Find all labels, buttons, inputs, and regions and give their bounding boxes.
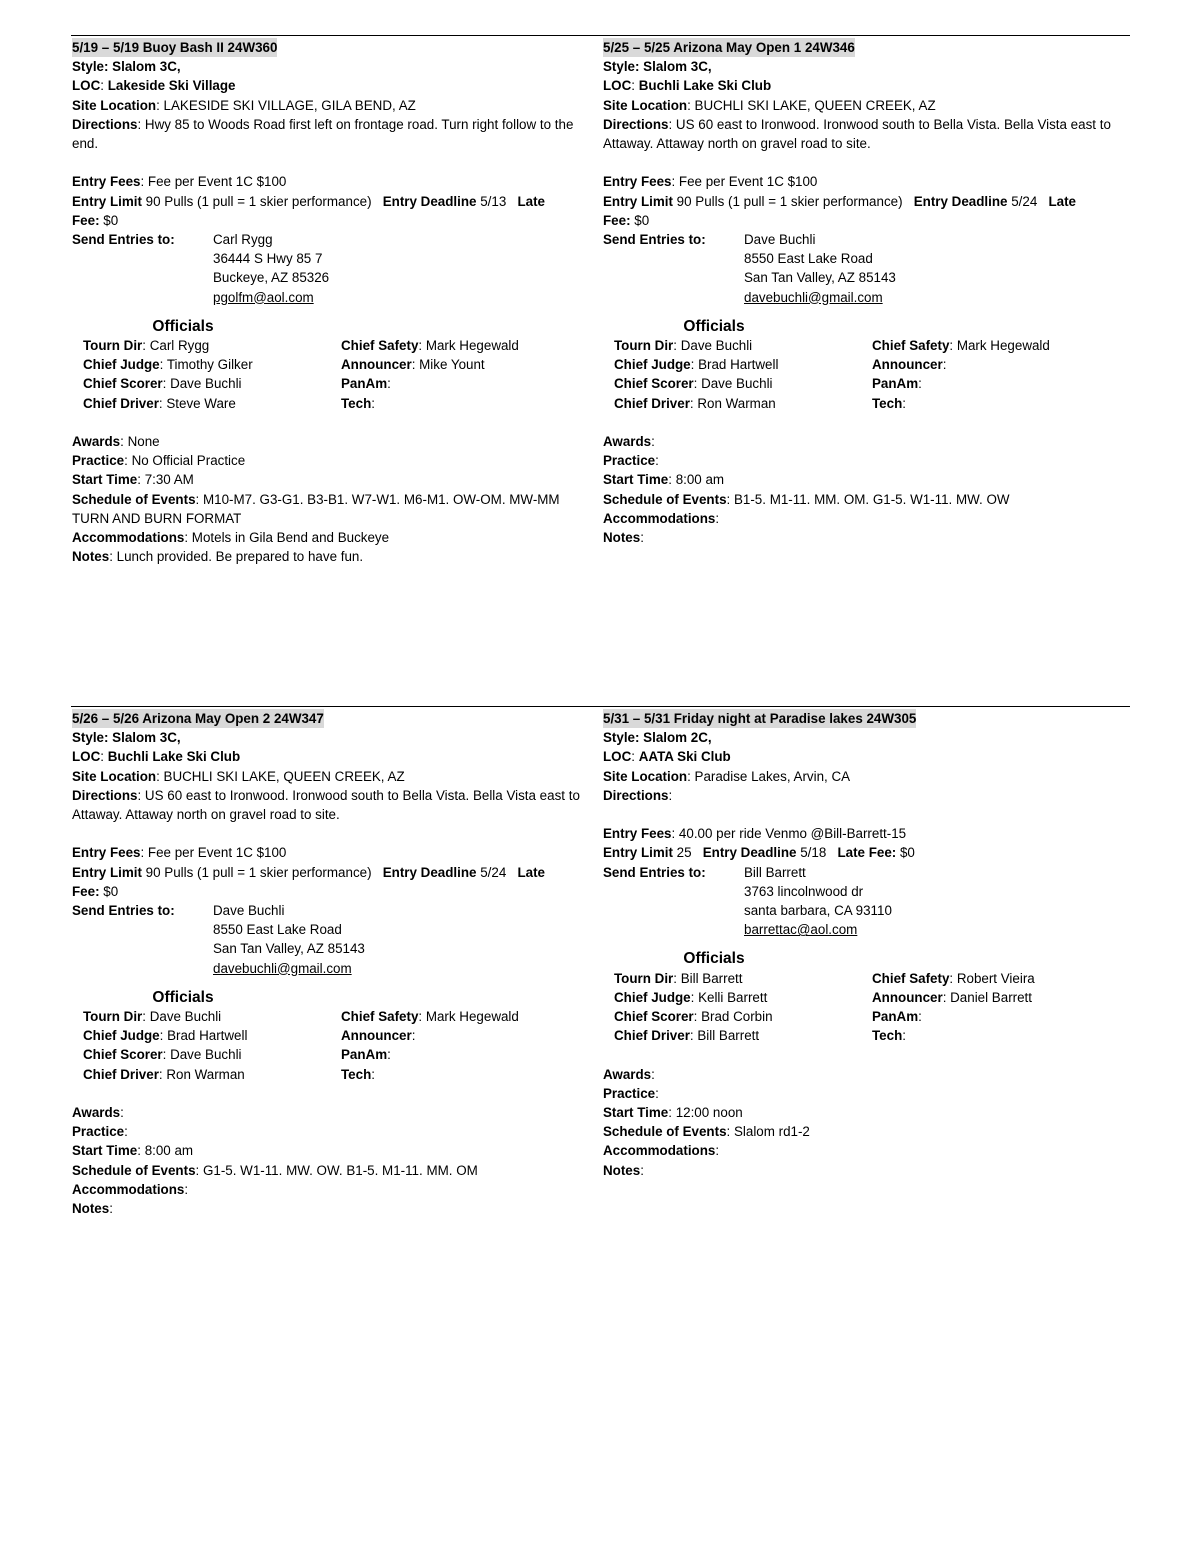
- start-time-value: : 12:00 noon: [668, 1105, 743, 1121]
- panam-label: PanAm: [872, 1009, 919, 1025]
- entry-fees-label: Entry Fees: [72, 174, 141, 190]
- chief-safety-label: Chief Safety: [872, 338, 950, 354]
- practice-label: Practice: [72, 453, 125, 469]
- tourn-dir-value: : Carl Rygg: [142, 338, 210, 354]
- entry-fees-value: : Fee per Event 1C $100: [140, 845, 287, 861]
- send-entries-label: Send Entries to:: [603, 232, 706, 248]
- chief-safety-value: : Mark Hegewald: [949, 338, 1050, 354]
- panam-value: :: [918, 1009, 922, 1025]
- tech-value: :: [371, 395, 375, 411]
- send-address-line1: 3763 lincolnwood dr: [744, 883, 864, 899]
- chief-judge-value: : Brad Hartwell: [159, 1028, 248, 1044]
- late-fee-label: Late Fee:: [837, 845, 897, 861]
- event-title: 5/31 – 5/31 Friday night at Paradise lakes 24W305: [603, 709, 916, 728]
- tech-label: Tech: [872, 395, 903, 411]
- awards-label: Awards: [72, 1105, 121, 1121]
- section-divider: [71, 706, 1130, 707]
- announcer-value: :: [411, 1028, 416, 1044]
- start-time-label: Start Time: [72, 472, 138, 488]
- entry-fees-label: Entry Fees: [72, 845, 141, 861]
- notes-label: Notes: [603, 1162, 641, 1178]
- late-fee-label: Fee:: [603, 212, 631, 228]
- event-block-arizona-open-1: 5/25 – 5/25 Arizona May Open 1 24W346 Style: Slalom 3C, LOC: Buchli Lake Ski Club Site Location: BUCHLI SKI LAKE, QUEEN CREEK, AZ Directions: US 60 east to Ironwood. Ironwood south to Bella Vista. Bella Vista east to Attaway. Attaway north on gravel road to site. Entry Fees: Fee per Event 1C $100 Entry Limit 90 Pulls (1 pull = 1 skier performance) Entry Deadline 5/24 Late Fee: $0 Send Entries to: Dave Buchli 8550 East Lake Road San Tan Valley, AZ 85143 davebuchli@gmail.com Officials Tourn Dir: Dave Buchli Chief Safety: Mark Hegewald Chief Judge: Brad Hartwell Announcer: Chief Scorer: Dave Buchli PanAm: Chief Driver: Ron Warman Tech: Awards: Practice: Start Time: 8:00 am Schedule of Events: B1-5. M1-11. MM. OM. G1-5. W1-11. MW. OW Accommodations: Notes:: [603, 38, 1133, 547]
- practice-value: :: [655, 1085, 659, 1101]
- send-address-line2: San Tan Valley, AZ 85143: [744, 270, 896, 286]
- announcer-value: : Mike Yount: [411, 357, 485, 373]
- awards-value: :: [120, 1105, 124, 1121]
- awards-label: Awards: [603, 1066, 652, 1082]
- entry-deadline-value: 5/24: [476, 864, 507, 880]
- schedule-label: Schedule of Events: [603, 1124, 727, 1140]
- tourn-dir-label: Tourn Dir: [614, 338, 674, 354]
- send-entries: [72, 230, 602, 307]
- loc-label: LOC: [603, 749, 632, 765]
- entry-limit-label: Entry Limit: [603, 845, 673, 861]
- chief-scorer-value: : Brad Corbin: [693, 1009, 773, 1025]
- schedule-value: : B1-5. M1-11. MM. OM. G1-5. W1-11. MW. OW: [726, 491, 1010, 507]
- officials-grid: [83, 1007, 602, 1084]
- tourn-dir-label: Tourn Dir: [83, 1009, 143, 1025]
- entry-limit-label: Entry Limit: [72, 193, 142, 209]
- site-label: Site Location: [603, 768, 688, 784]
- awards-label: Awards: [72, 434, 121, 450]
- announcer-label: Announcer: [341, 1028, 412, 1044]
- entry-deadline-value: 5/18: [796, 845, 827, 861]
- loc-value: Lakeside Ski Village: [107, 78, 236, 94]
- section-divider: [71, 35, 1130, 36]
- late-label: Late: [517, 193, 545, 209]
- send-email-link[interactable]: barrettac@aol.com: [744, 922, 858, 938]
- send-name: Carl Rygg: [213, 232, 273, 248]
- directions-label: Directions: [603, 787, 669, 803]
- awards-value: : None: [120, 434, 160, 450]
- chief-judge-value: : Timothy Gilker: [159, 357, 253, 373]
- loc-label: LOC: [603, 78, 632, 94]
- chief-safety-value: : Robert Vieira: [949, 970, 1035, 986]
- chief-safety-value: : Mark Hegewald: [418, 338, 519, 354]
- chief-judge-label: Chief Judge: [83, 357, 160, 373]
- awards-label: Awards: [603, 434, 652, 450]
- officials-heading: Officials: [152, 988, 214, 1006]
- tech-label: Tech: [341, 395, 372, 411]
- chief-driver-value: : Ron Warman: [158, 1066, 245, 1082]
- notes-label: Notes: [72, 549, 110, 565]
- loc-label: LOC: [72, 749, 101, 765]
- notes-value: :: [640, 1162, 644, 1178]
- send-name: Dave Buchli: [213, 903, 285, 919]
- panam-value: :: [387, 1047, 391, 1063]
- officials-heading: Officials: [152, 317, 214, 335]
- notes-value: :: [640, 530, 644, 546]
- entry-deadline-label: Entry Deadline: [702, 845, 797, 861]
- site-value: : LAKESIDE SKI VILLAGE, GILA BEND, AZ: [156, 97, 416, 113]
- chief-scorer-label: Chief Scorer: [614, 376, 694, 392]
- directions-label: Directions: [72, 116, 138, 132]
- accommodations-value: :: [715, 1143, 720, 1159]
- chief-scorer-label: Chief Scorer: [614, 1009, 694, 1025]
- awards-value: :: [651, 1066, 655, 1082]
- schedule-value: : Slalom rd1-2: [726, 1124, 810, 1140]
- entry-limit-value: 90 Pulls (1 pull = 1 skier performance): [672, 193, 903, 209]
- send-name: Dave Buchli: [744, 232, 816, 248]
- tech-value: :: [902, 1028, 906, 1044]
- send-email-link[interactable]: davebuchli@gmail.com: [213, 960, 352, 976]
- loc-value: Buchli Lake Ski Club: [638, 78, 772, 94]
- chief-driver-label: Chief Driver: [614, 395, 690, 411]
- late-label: Late: [1048, 193, 1076, 209]
- send-address-line1: 8550 East Lake Road: [744, 251, 873, 267]
- directions-label: Directions: [603, 116, 669, 132]
- event-style: Style: Slalom 3C,: [603, 59, 712, 75]
- entry-fees-value: : Fee per Event 1C $100: [140, 174, 287, 190]
- schedule-label: Schedule of Events: [72, 491, 196, 507]
- site-label: Site Location: [72, 768, 157, 784]
- tourn-dir-value: : Dave Buchli: [673, 338, 753, 354]
- start-time-label: Start Time: [72, 1143, 138, 1159]
- site-value: : Paradise Lakes, Arvin, CA: [687, 768, 851, 784]
- entry-fees-label: Entry Fees: [603, 826, 672, 842]
- notes-label: Notes: [72, 1201, 110, 1217]
- officials-grid: [614, 969, 1133, 1046]
- tourn-dir-label: Tourn Dir: [614, 970, 674, 986]
- practice-value: :: [124, 1124, 128, 1140]
- announcer-value: :: [942, 357, 947, 373]
- chief-judge-label: Chief Judge: [83, 1028, 160, 1044]
- practice-value: : No Official Practice: [124, 453, 246, 469]
- chief-safety-label: Chief Safety: [341, 1009, 419, 1025]
- schedule-label: Schedule of Events: [72, 1162, 196, 1178]
- event-title: 5/19 – 5/19 Buoy Bash II 24W360: [72, 38, 277, 57]
- start-time-value: : 8:00 am: [137, 1143, 194, 1159]
- entry-limit-label: Entry Limit: [603, 193, 673, 209]
- send-entries-label: Send Entries to:: [603, 864, 706, 880]
- schedule-format-note: TURN AND BURN FORMAT: [72, 510, 242, 526]
- chief-driver-label: Chief Driver: [614, 1028, 690, 1044]
- loc-label: LOC: [72, 78, 101, 94]
- accommodations-label: Accommodations: [72, 530, 185, 546]
- event-block-buoy-bash: 5/19 – 5/19 Buoy Bash II 24W360 Style: Slalom 3C, LOC: Lakeside Ski Village Site Location: LAKESIDE SKI VILLAGE, GILA BEND, AZ Directions: Hwy 85 to Woods Road first left on frontage road. Turn right follow to the end. Entry Fees: Fee per Event 1C $100 Entry Limit 90 Pulls (1 pull = 1 skier performance) Entry Deadline 5/13 Late Fee: $0 Send Entries to: Carl Rygg 36444 S Hwy 85 7 Buckeye, AZ 85326 pgolfm@aol.com Officials Tourn Dir: Carl Rygg Chief Safety: Mark Hegewald Chief Judge: Timothy Gilker Announcer: Mike Yount Chief Scorer: Dave Buchli PanAm: Chief Driver: Steve Ware Tech: Awards: None Practice: No Official Practice Start Time: 7:30 AM Schedule of Events: M10-M7. G3-G1. B3-B1. W7-W1. M6-M1. OW-OM. MW-MM TURN AND BURN FORMAT Accommodations: Motels in Gila Bend and Buckeye Notes: Lunch provided. Be prepared to have fun.: [72, 38, 602, 566]
- chief-scorer-value: : Dave Buchli: [693, 376, 773, 392]
- send-entries: [603, 863, 1133, 940]
- accommodations-value: : Motels in Gila Bend and Buckeye: [184, 530, 390, 546]
- chief-judge-label: Chief Judge: [614, 357, 691, 373]
- late-fee-label: Fee:: [72, 883, 100, 899]
- send-address-line1: 36444 S Hwy 85 7: [213, 251, 323, 267]
- awards-value: :: [651, 434, 655, 450]
- event-style: Style: Slalom 3C,: [72, 59, 181, 75]
- entry-fees-value: : 40.00 per ride Venmo @Bill-Barrett-15: [671, 826, 907, 842]
- send-entries-label: Send Entries to:: [72, 903, 175, 919]
- send-email-link[interactable]: davebuchli@gmail.com: [744, 289, 883, 305]
- site-label: Site Location: [603, 97, 688, 113]
- officials-grid: [83, 336, 602, 413]
- chief-judge-label: Chief Judge: [614, 989, 691, 1005]
- send-name: Bill Barrett: [744, 864, 806, 880]
- send-email-link[interactable]: pgolfm@aol.com: [213, 289, 314, 305]
- chief-driver-value: : Ron Warman: [689, 395, 776, 411]
- start-time-label: Start Time: [603, 1105, 669, 1121]
- practice-label: Practice: [603, 1085, 656, 1101]
- event-block-paradise-lakes: 5/31 – 5/31 Friday night at Paradise lakes 24W305 Style: Slalom 2C, LOC: AATA Ski Club Site Location: Paradise Lakes, Arvin, CA Directions: Entry Fees: 40.00 per ride Venmo @Bill-Barrett-15 Entry Limit 25 Entry Deadline 5/18 Late Fee: $0 Send Entries to: Bill Barrett 3763 lincolnwood dr santa barbara, CA 93110 barrettac@aol.com Officials Tourn Dir: Bill Barrett Chief Safety: Robert Vieira Chief Judge: Kelli Barrett Announcer: Daniel Barrett Chief Scorer: Brad Corbin PanAm: Chief Driver: Bill Barrett Tech: Awards: Practice: Start Time: 12:00 noon Schedule of Events: Slalom rd1-2 Accommodations: Notes:: [603, 709, 1133, 1180]
- entry-limit-value: 90 Pulls (1 pull = 1 skier performance): [141, 864, 372, 880]
- notes-value: : Lunch provided. Be prepared to have fun.: [109, 549, 364, 565]
- chief-safety-value: : Mark Hegewald: [418, 1009, 519, 1025]
- officials-heading: Officials: [683, 317, 745, 335]
- tech-label: Tech: [872, 1028, 903, 1044]
- directions-value: : US 60 east to Ironwood. Ironwood south to Bella Vista. Bella Vista east to Attaway. Attaway north on gravel road to site.: [603, 116, 1111, 152]
- send-entries: [603, 230, 1133, 307]
- entry-deadline-value: 5/13: [476, 193, 507, 209]
- loc-value: AATA Ski Club: [638, 749, 731, 765]
- panam-label: PanAm: [872, 376, 919, 392]
- site-value: : BUCHLI SKI LAKE, QUEEN CREEK, AZ: [687, 97, 936, 113]
- late-fee-value: $0: [99, 212, 119, 228]
- send-address-line2: San Tan Valley, AZ 85143: [213, 941, 365, 957]
- entry-limit-label: Entry Limit: [72, 864, 142, 880]
- panam-label: PanAm: [341, 376, 388, 392]
- schedule-label: Schedule of Events: [603, 491, 727, 507]
- event-title: 5/25 – 5/25 Arizona May Open 1 24W346: [603, 38, 855, 57]
- announcer-label: Announcer: [872, 989, 943, 1005]
- panam-label: PanAm: [341, 1047, 388, 1063]
- tourn-dir-label: Tourn Dir: [83, 338, 143, 354]
- chief-safety-label: Chief Safety: [872, 970, 950, 986]
- late-label: Late: [517, 864, 545, 880]
- send-address-line1: 8550 East Lake Road: [213, 922, 342, 938]
- officials-heading: Officials: [683, 950, 745, 968]
- site-label: Site Location: [72, 97, 157, 113]
- chief-driver-value: : Steve Ware: [158, 395, 236, 411]
- chief-scorer-value: : Dave Buchli: [162, 1047, 242, 1063]
- accommodations-label: Accommodations: [603, 510, 716, 526]
- chief-driver-label: Chief Driver: [83, 395, 159, 411]
- send-entries-label: Send Entries to:: [72, 232, 175, 248]
- schedule-value: : G1-5. W1-11. MW. OW. B1-5. M1-11. MM. OM: [195, 1162, 478, 1178]
- schedule-value: : M10-M7. G3-G1. B3-B1. W7-W1. M6-M1. OW-OM. MW-MM: [195, 491, 560, 507]
- accommodations-label: Accommodations: [603, 1143, 716, 1159]
- tech-value: :: [371, 1066, 375, 1082]
- chief-driver-value: : Bill Barrett: [689, 1028, 760, 1044]
- event-style: Style: Slalom 3C,: [72, 730, 181, 746]
- practice-value: :: [655, 453, 659, 469]
- tech-label: Tech: [341, 1066, 372, 1082]
- directions-value: : US 60 east to Ironwood. Ironwood south to Bella Vista. Bella Vista east to Attaway. Attaway north on gravel road to site.: [72, 787, 580, 823]
- event-style: Style: Slalom 2C,: [603, 730, 712, 746]
- start-time-value: : 8:00 am: [668, 472, 725, 488]
- chief-judge-value: : Kelli Barrett: [690, 989, 768, 1005]
- start-time-label: Start Time: [603, 472, 669, 488]
- announcer-label: Announcer: [872, 357, 943, 373]
- entry-fees-label: Entry Fees: [603, 174, 672, 190]
- practice-label: Practice: [72, 1124, 125, 1140]
- send-entries: [72, 901, 602, 978]
- entry-limit-value: 25: [672, 845, 692, 861]
- directions-value: :: [668, 787, 673, 803]
- accommodations-value: :: [184, 1181, 189, 1197]
- site-value: : BUCHLI SKI LAKE, QUEEN CREEK, AZ: [156, 768, 405, 784]
- tech-value: :: [902, 395, 906, 411]
- announcer-value: : Daniel Barrett: [942, 989, 1032, 1005]
- tourn-dir-value: : Dave Buchli: [142, 1009, 222, 1025]
- panam-value: :: [387, 376, 391, 392]
- directions-label: Directions: [72, 787, 138, 803]
- entry-limit-value: 90 Pulls (1 pull = 1 skier performance): [141, 193, 372, 209]
- notes-label: Notes: [603, 530, 641, 546]
- entry-deadline-label: Entry Deadline: [913, 193, 1008, 209]
- send-address-line2: santa barbara, CA 93110: [744, 903, 892, 919]
- entry-deadline-label: Entry Deadline: [382, 864, 477, 880]
- panam-value: :: [918, 376, 922, 392]
- send-address-line2: Buckeye, AZ 85326: [213, 270, 330, 286]
- loc-value: Buchli Lake Ski Club: [107, 749, 241, 765]
- start-time-value: : 7:30 AM: [137, 472, 194, 488]
- chief-scorer-label: Chief Scorer: [83, 1047, 163, 1063]
- chief-scorer-value: : Dave Buchli: [162, 376, 242, 392]
- notes-value: :: [109, 1201, 113, 1217]
- late-fee-value: $0: [896, 845, 915, 861]
- tourn-dir-value: : Bill Barrett: [673, 970, 743, 986]
- entry-deadline-label: Entry Deadline: [382, 193, 477, 209]
- late-fee-value: $0: [99, 883, 119, 899]
- chief-judge-value: : Brad Hartwell: [690, 357, 779, 373]
- officials-grid: [614, 336, 1133, 413]
- chief-driver-label: Chief Driver: [83, 1066, 159, 1082]
- chief-scorer-label: Chief Scorer: [83, 376, 163, 392]
- accommodations-value: :: [715, 510, 720, 526]
- entry-fees-value: : Fee per Event 1C $100: [671, 174, 818, 190]
- practice-label: Practice: [603, 453, 656, 469]
- late-fee-label: Fee:: [72, 212, 100, 228]
- chief-safety-label: Chief Safety: [341, 338, 419, 354]
- event-title: 5/26 – 5/26 Arizona May Open 2 24W347: [72, 709, 324, 728]
- directions-value: : Hwy 85 to Woods Road first left on frontage road. Turn right follow to the end.: [72, 116, 574, 152]
- announcer-label: Announcer: [341, 357, 412, 373]
- accommodations-label: Accommodations: [72, 1181, 185, 1197]
- entry-deadline-value: 5/24: [1007, 193, 1038, 209]
- event-block-arizona-open-2: 5/26 – 5/26 Arizona May Open 2 24W347 Style: Slalom 3C, LOC: Buchli Lake Ski Club Site Location: BUCHLI SKI LAKE, QUEEN CREEK, AZ Directions: US 60 east to Ironwood. Ironwood south to Bella Vista. Bella Vista east to Attaway. Attaway north on gravel road to site. Entry Fees: Fee per Event 1C $100 Entry Limit 90 Pulls (1 pull = 1 skier performance) Entry Deadline 5/24 Late Fee: $0 Send Entries to: Dave Buchli 8550 East Lake Road San Tan Valley, AZ 85143 davebuchli@gmail.com Officials Tourn Dir: Dave Buchli Chief Safety: Mark Hegewald Chief Judge: Brad Hartwell Announcer: Chief Scorer: Dave Buchli PanAm: Chief Driver: Ron Warman Tech: Awards: Practice: Start Time: 8:00 am Schedule of Events: G1-5. W1-11. MW. OW. B1-5. M1-11. MM. OM Accommodations: Notes:: [72, 709, 602, 1218]
- late-fee-value: $0: [630, 212, 650, 228]
